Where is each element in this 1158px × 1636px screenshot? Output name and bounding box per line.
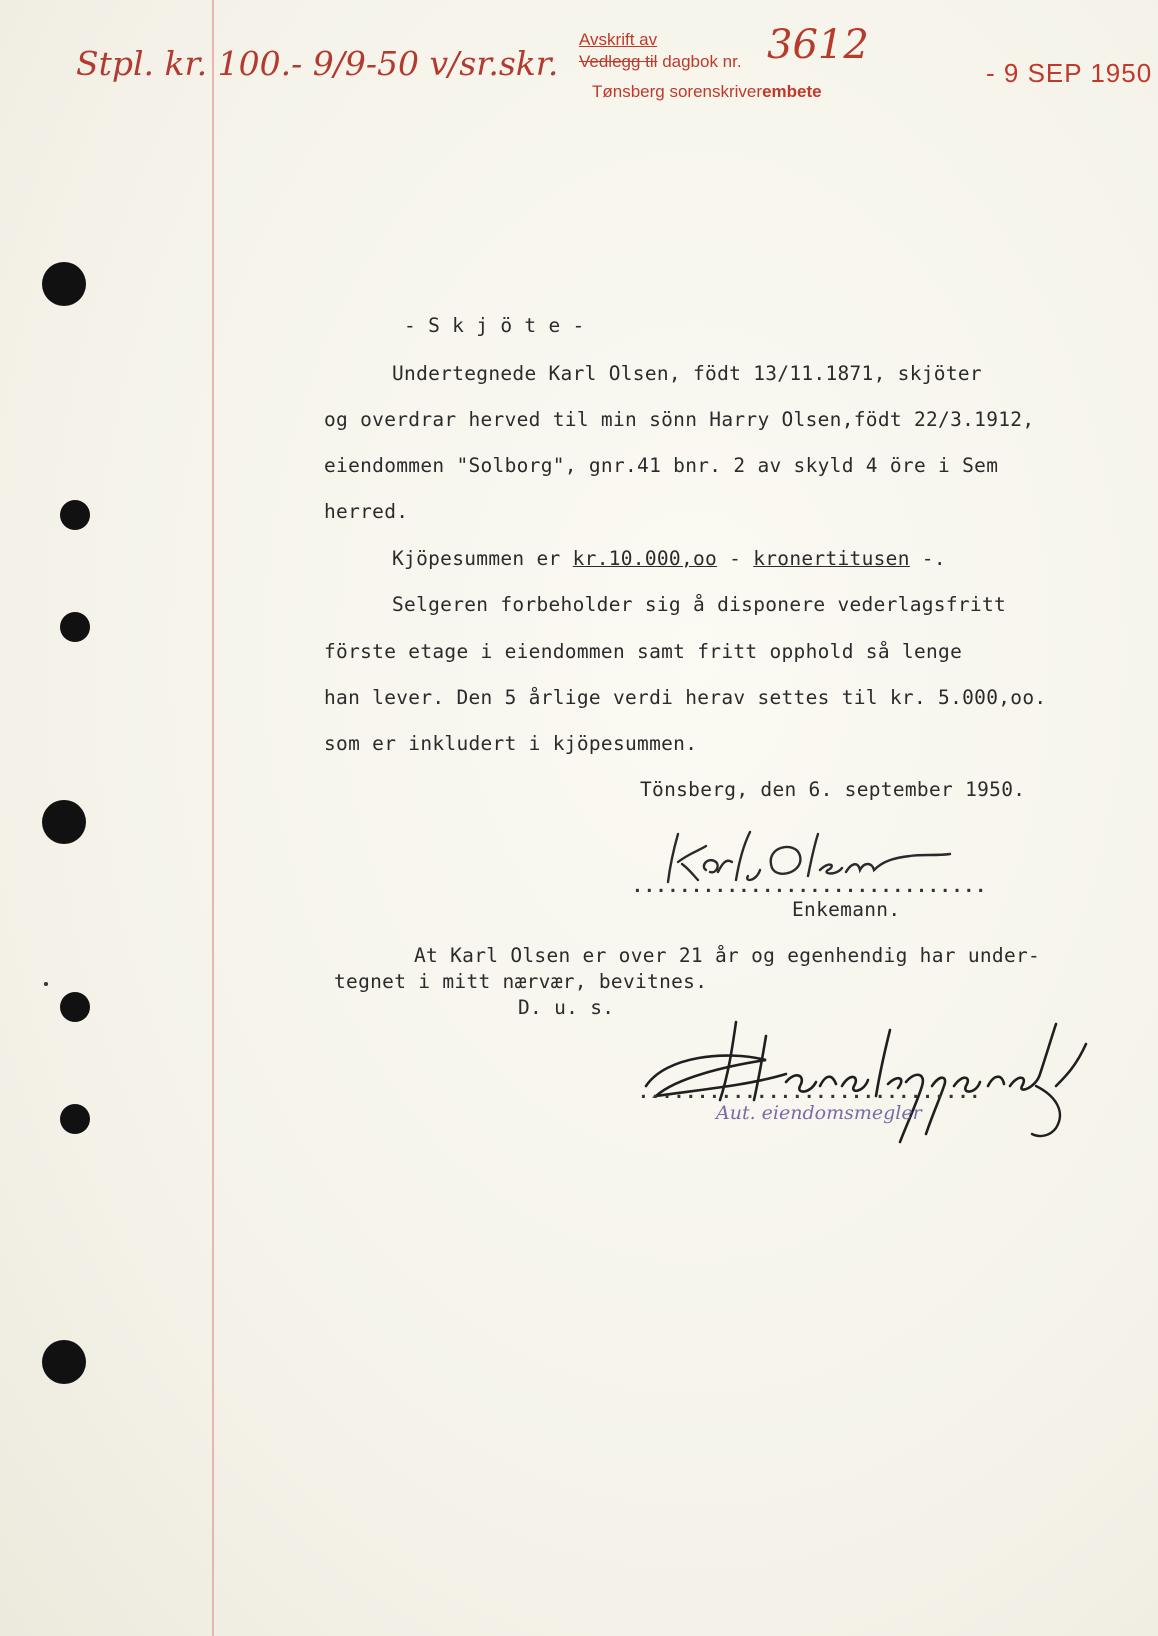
deed-line: Undertegnede Karl Olsen, födt 13/11.1871, skjöter	[392, 362, 982, 385]
price-line	[392, 547, 946, 570]
witness-signature-line: .............................	[638, 1082, 982, 1103]
reserve-line: förste etage i eiendommen samt fritt opphold så lenge	[324, 640, 963, 663]
reserve-line: som er inkludert i kjöpesummen.	[324, 732, 698, 755]
price-prefix: Kjöpesummen er	[392, 547, 573, 570]
deed-line: herred.	[324, 500, 409, 523]
punch-hole-icon	[60, 1104, 90, 1134]
reserve-line: Selgeren forbeholder sig å disponere vederlagsfritt	[392, 593, 1007, 616]
stamp-dagbok: dagbok nr.	[662, 52, 742, 71]
place-date: Tönsberg, den 6. september 1950.	[640, 778, 1026, 801]
witness-signature-text: Haraldhygaard	[636, 1016, 642, 1017]
stamp-avskrift: Avskrift av	[579, 30, 658, 49]
ink-speck	[44, 982, 48, 986]
stamp-office-prefix: Tønsberg sorenskriver	[592, 82, 763, 101]
price-end: -.	[909, 547, 946, 570]
dagbok-number: 3612	[767, 22, 869, 68]
fee-note: Stpl. kr. 100.- 9/9-50 v/sr.skr.	[76, 44, 559, 83]
punch-hole-icon	[60, 612, 90, 642]
stamp-vedlegg: Vedlegg til	[579, 52, 658, 71]
stamp-office-suffix: embete	[762, 82, 822, 101]
witness-line: At Karl Olsen er over 21 år og egenhendig har under-	[414, 944, 1041, 967]
punch-hole-icon	[42, 800, 86, 844]
punch-hole-icon	[42, 262, 86, 306]
received-date-stamp: - 9 SEP 1950	[986, 58, 1153, 88]
witness-line: tegnet i mitt nærvær, bevitnes.	[334, 970, 708, 993]
reserve-line: han lever. Den 5 årlige verdi herav settes til kr. 5.000,oo.	[324, 686, 1047, 709]
seller-signature-text: Karl Olsen	[660, 826, 665, 827]
price-sep: -	[717, 547, 754, 570]
seller-signature-line: ..............................	[632, 876, 988, 897]
seller-title: Enkemann.	[792, 898, 901, 921]
punch-hole-icon	[42, 1340, 86, 1384]
punch-hole-icon	[60, 992, 90, 1022]
broker-stamp: Aut. eiendomsmegler	[716, 1102, 922, 1124]
punch-hole-icon	[60, 500, 90, 530]
stamp-vedlegg-line	[579, 52, 742, 72]
deed-line: eiendommen "Solborg", gnr.41 bnr. 2 av skyld 4 öre i Sem	[324, 454, 999, 477]
margin-line	[212, 0, 214, 1636]
stamp-office	[592, 82, 822, 102]
price-words: kronertitusen	[753, 547, 910, 570]
deed-title: - S k j ö t e -	[404, 314, 585, 337]
witness-dus: D. u. s.	[518, 996, 615, 1019]
price-amount: kr.10.000,oo	[572, 547, 718, 570]
deed-line: og overdrar herved til min sönn Harry Olsen,födt 22/3.1912,	[324, 408, 1035, 431]
